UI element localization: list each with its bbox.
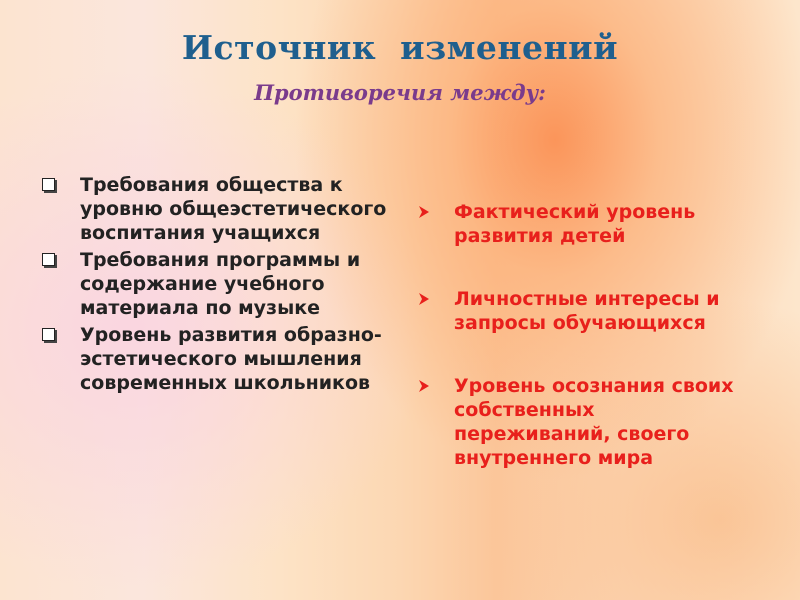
- right-list-item: [414, 287, 734, 335]
- right-list-item-text: Фактический уровень развития детей: [454, 201, 696, 247]
- right-list-item: [414, 200, 734, 248]
- left-contradiction-list: [40, 173, 390, 398]
- checkbox-bullet-icon: [42, 253, 55, 266]
- right-contradiction-list: [414, 200, 734, 509]
- right-list-item: [414, 374, 734, 470]
- arrow-bullet-icon: [416, 378, 432, 394]
- checkbox-bullet-icon: [42, 178, 55, 191]
- right-list-item-text: Личностные интересы и запросы обучающихся: [454, 288, 720, 334]
- left-list-item-text: Требования общества к уровню общеэстетического воспитания учащихся: [80, 174, 387, 244]
- checkbox-bullet-icon: [42, 328, 55, 341]
- right-list-item-text: Уровень осознания своих собственных переживаний, своего внутреннего мира: [454, 375, 734, 469]
- arrow-bullet-icon: [416, 291, 432, 307]
- left-list-item-text: Требования программы и содержание учебного материала по музыке: [80, 249, 361, 319]
- left-list-item: [40, 248, 390, 320]
- left-list-item-text: Уровень развития образно-эстетического мышления современных школьников: [80, 324, 382, 394]
- slide-subtitle: Противоречия между:: [254, 80, 546, 105]
- left-list-item: [40, 173, 390, 245]
- arrow-bullet-icon: [416, 204, 432, 220]
- left-list-item: [40, 323, 390, 395]
- slide-title: Источник изменений: [181, 28, 619, 67]
